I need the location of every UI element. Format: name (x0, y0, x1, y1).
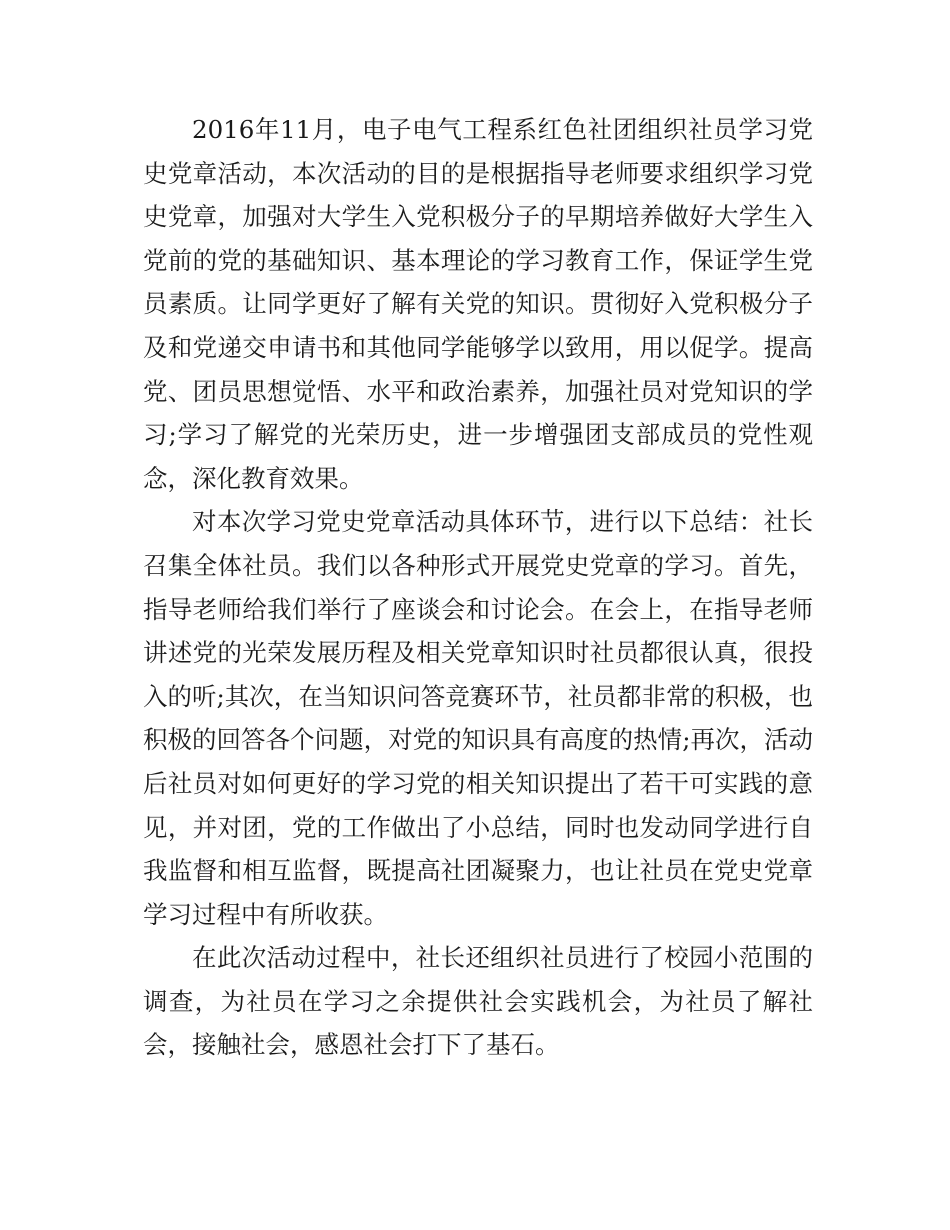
document-body (143, 108, 813, 1067)
paragraph-activity-overview: 2016年11月，电子电气工程系红色社团组织社员学习党史党章活动，本次活动的目的是根据指导老师要求组织学习党史党章，加强对大学生入党积极分子的早期培养做好大学生入党前的党的基础知识、基本理论的学习教育工作，保证学生党员素质。让同学更好了解有关党的知识。贯彻好入党积极分子及和党递交申请书和其他同学能够学以致用，用以促学。提高党、团员思想觉悟、水平和政治素养，加强社员对党知识的学习;学习了解党的光荣历史，进一步增强团支部成员的党性观念，深化教育效果。 (143, 115, 813, 493)
paragraph-activity-summary: 对本次学习党史党章活动具体环节，进行以下总结：社长召集全体社员。我们以各种形式开展党史党章的学习。首先，指导老师给我们举行了座谈会和讨论会。在会上，在指导老师讲述党的光荣发展历程及相关党章知识时社员都很认真，很投入的听;其次，在当知识问答竞赛环节，社员都非常的积极，也积极的回答各个问题，对党的知识具有高度的热情;再次，活动后社员对如何更好的学习党的相关知识提出了若干可实践的意见，并对团，党的工作做出了小总结，同时也发动同学进行自我监督和相互监督，既提高社团凝聚力，也让社员在党史党章学习过程中有所收获。 (143, 507, 813, 929)
paragraph-campus-survey: 在此次活动过程中，社长还组织社员进行了校园小范围的调查，为社员在学习之余提供社会实践机会，为社员了解社会，接触社会，感恩社会打下了基石。 (143, 943, 813, 1060)
